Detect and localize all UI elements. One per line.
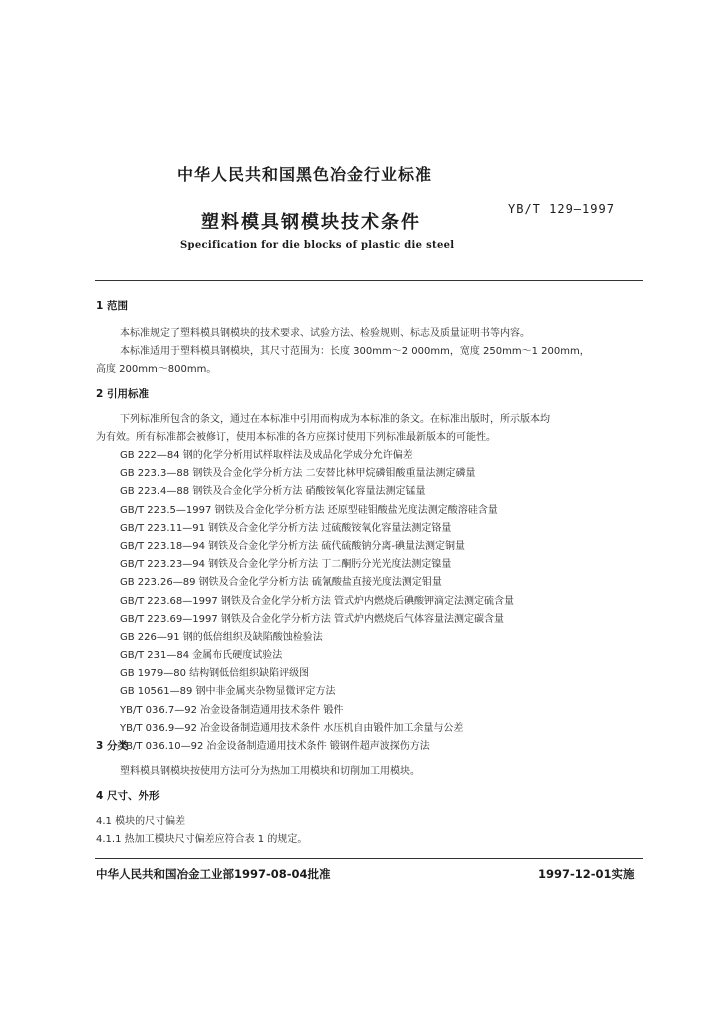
reference-item: GB/T 223.5—1997 钢铁及合金化学分析方法 还原型硅钼酸盐光度法测定酸溶硅含量 bbox=[120, 504, 498, 516]
section-1-paragraph-1: 本标准规定了塑料模具钢模块的技术要求、试验方法、检验规则、标志及质量证明书等内容。 bbox=[120, 328, 530, 339]
reference-item: GB/T 223.68—1997 钢铁及合金化学分析方法 管式炉内燃烧后碘酸钾滴定法测定硫含量 bbox=[120, 595, 515, 607]
section-1-paragraph-3: 高度 200mm～800mm。 bbox=[96, 364, 217, 375]
reference-item: YB/T 036.9—92 冶金设备制造通用技术条件 水压机自由锻件加工余量与公差 bbox=[120, 722, 464, 734]
document-title: 塑料模具钢模块技术条件 bbox=[201, 212, 421, 233]
reference-item: YB/T 036.7—92 冶金设备制造通用技术条件 锻件 bbox=[120, 704, 344, 716]
section-2-paragraph-1: 下列标准所包含的条文，通过在本标准中引用而构成为本标准的条文。在标准出版时，所示版本均 bbox=[120, 414, 550, 425]
reference-item: GB 10561—89 钢中非金属夹杂物显微评定方法 bbox=[120, 686, 336, 698]
reference-item: GB/T 223.18—94 钢铁及合金化学分析方法 硫代硫酸钠分离-碘量法测定铜量 bbox=[120, 540, 465, 552]
reference-item: GB/T 223.11—91 钢铁及合金化学分析方法 过硫酸铵氧化容量法测定铬量 bbox=[120, 522, 452, 534]
reference-item: GB/T 223.23—94 钢铁及合金化学分析方法 丁二酮肟分光光度法测定镍量 bbox=[120, 559, 452, 571]
section-1-heading: 1 范围 bbox=[96, 300, 128, 312]
header-divider bbox=[95, 280, 643, 281]
standard-number: YB/T 129—1997 bbox=[508, 202, 615, 216]
section-2-heading: 2 引用标准 bbox=[96, 388, 149, 400]
reference-item: GB 226—91 钢的低倍组织及缺陷酸蚀检验法 bbox=[120, 631, 323, 643]
reference-item: GB/T 231—84 金属布氏硬度试验法 bbox=[120, 650, 283, 662]
reference-item: GB 223.4—88 钢铁及合金化学分析方法 硝酸铵氧化容量法测定锰量 bbox=[120, 486, 426, 498]
reference-item: GB 1979—80 结构钢低倍组织缺陷评级图 bbox=[120, 668, 310, 680]
section-4-1-heading: 4.1 模块的尺寸偏差 bbox=[96, 816, 186, 827]
section-3-paragraph-1: 塑料模具钢模块按使用方法可分为热加工用模块和切削加工用模块。 bbox=[120, 766, 420, 777]
section-4-heading: 4 尺寸、外形 bbox=[96, 790, 160, 802]
normative-references-list bbox=[120, 446, 514, 755]
reference-item: GB 222—84 钢的化学分析用试样取样法及成品化学成分允许偏差 bbox=[120, 450, 413, 461]
reference-item: GB 223.3—88 钢铁及合金化学分析方法 二安替比林甲烷磷钼酸重量法测定磷量 bbox=[120, 468, 476, 480]
section-3-heading: 3 分类 bbox=[96, 740, 128, 752]
footer-divider bbox=[95, 858, 643, 859]
implementation-date: 1997-12-01实施 bbox=[538, 867, 635, 881]
section-4-1-1-text: 4.1.1 热加工模块尺寸偏差应符合表 1 的规定。 bbox=[96, 834, 308, 845]
reference-item: GB 223.26—89 钢铁及合金化学分析方法 硫氰酸盐直接光度法测定钼量 bbox=[120, 577, 442, 589]
document-title-english: Specification for die blocks of plastic die steel bbox=[180, 240, 455, 251]
approval-date: 中华人民共和国冶金工业部1997-08-04批准 bbox=[96, 867, 331, 881]
section-1-paragraph-2: 本标准适用于塑料模具钢模块，其尺寸范围为：长度 300mm～2 000mm，宽度 250mm～1 200mm， bbox=[120, 346, 590, 357]
section-2-paragraph-2: 为有效。所有标准都会被修订，使用本标准的各方应探讨使用下列标准最新版本的可能性。 bbox=[96, 432, 496, 443]
issuing-organization: 中华人民共和国黑色冶金行业标准 bbox=[177, 165, 433, 184]
reference-item: GB/T 223.69—1997 钢铁及合金化学分析方法 管式炉内燃烧后气体容量法测定碳含量 bbox=[120, 613, 505, 625]
reference-item: YB/T 036.10—92 冶金设备制造通用技术条件 锻钢件超声波探伤方法 bbox=[120, 741, 430, 752]
